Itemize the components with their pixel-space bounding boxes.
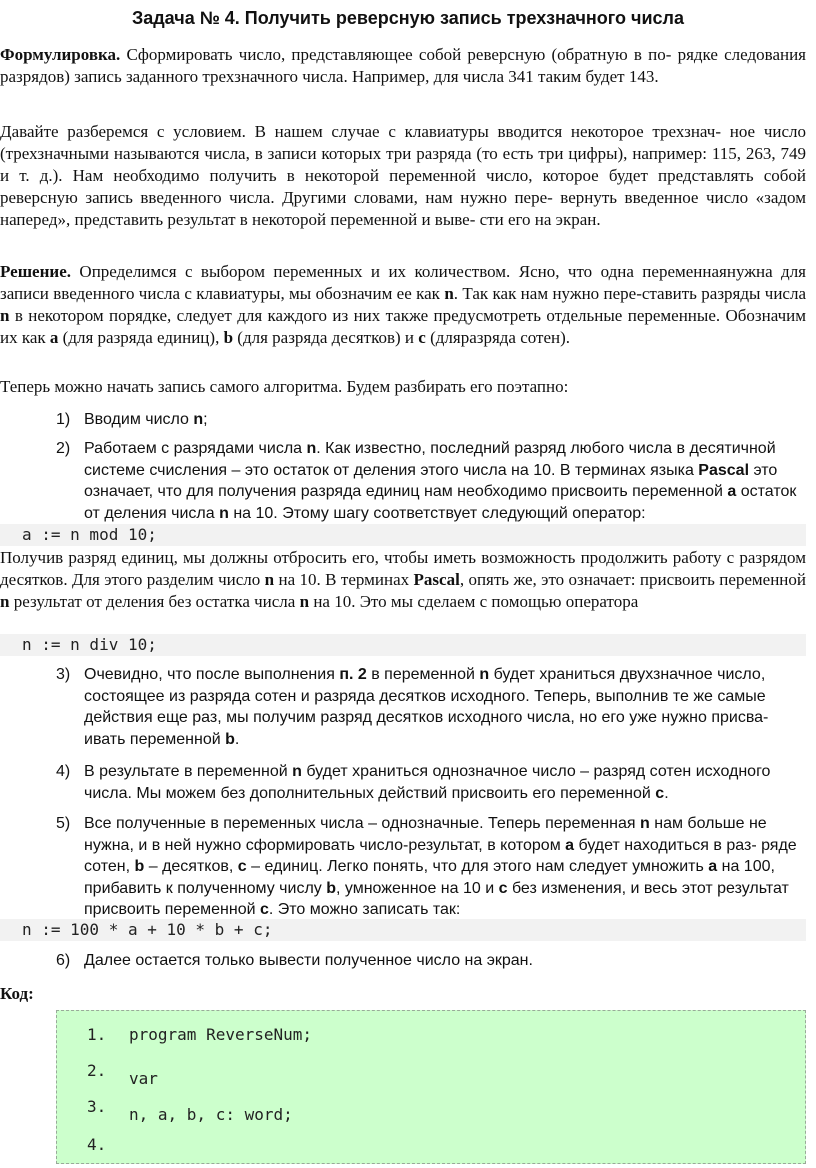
code-line: var <box>129 1069 158 1088</box>
code-line-result: n := 100 * a + 10 * b + c; <box>0 919 806 941</box>
code-line-div: n := n div 10; <box>0 634 806 656</box>
solution-label: Решение. <box>0 262 71 281</box>
step-1: 1) Вводим число n; <box>56 411 208 428</box>
steps-intro: Теперь можно начать запись самого алгоритма. Будем разбирать его поэтапно: <box>0 377 569 396</box>
code-label: Код: <box>0 984 34 1003</box>
step-4: 4) В результате в переменной n будет храниться однозначное число – разряд сотен исходного числа. Мы можем без дополнительных действий присвоить его переменной c. <box>56 763 771 802</box>
formulation-paragraph <box>0 44 806 88</box>
line-number: 4. <box>87 1135 107 1154</box>
formulation-label: Формулировка. <box>0 45 121 64</box>
code-line: program ReverseNum; <box>129 1025 313 1044</box>
intro-paragraph: Давайте разберемся с условием. В нашем случае с клавиатуры вводится некоторое трехзнач- ное число (трехзначными называются числа, в записи которых три разряда (то есть три цифры), например: 115, 263, 749 и т. д.). Нам необходимо получить в некоторой переменной число, которое будет представлять собой реверсную запись введенного числа. Другими словами, нам нужно пере- вернуть введенное число «задом наперед», представить результат в некоторой переменной и выве- сти его на экран. <box>0 122 806 229</box>
line-number: 1. <box>87 1025 107 1044</box>
code-line-mod: a := n mod 10; <box>0 524 806 546</box>
after-mod-paragraph: Получив разряд единиц, мы должны отбросить его, чтобы иметь возможность продолжить работу с разрядом десятков. Для этого разделим число n на 10. В терминах Pascal, опять же, это означает: присвоить переменной n результат от деления без остатка числа n на 10. Это мы сделаем с помощью оператора <box>0 548 807 611</box>
step-5: 5) Все полученные в переменных числа – однозначные. Теперь переменная n нам больше не нужна, и в ней нужно сформировать число-результат, в котором a будет находиться в раз- ряде сотен, b – десятков, c – единиц. Легко понять, что для этого нам следует умножить a на 100, прибавить к полученному числу b, умноженное на 10 и c без изменения, и весь этот результат присвоить переменной c. Это можно записать так: <box>56 815 797 918</box>
solution-paragraph: Решение. Определимся с выбором переменных и их количеством. Ясно, что одна переменнаянужна для записи введенного числа с клавиатуры, мы обозначим ее как n. Так как нам нужно пере-ставить разряды числа n в некотором порядке, следует для каждого из них также предусмотреть отдельные переменные. Обозначим их как a (для разряда единиц), b (для разряда десятков) и c (дляразряда сотен). <box>0 262 807 347</box>
code-listing <box>56 1010 806 1164</box>
step-3: 3) Очевидно, что после выполнения п. 2 в переменной n будет храниться двухзначное число, состоящее из разряда сотен и разряда десятков исходного. Теперь, выполнив те же самые действия еще раз, мы получим разряд десятков исходного числа, но его уже нужно присва- ивать переменной b. <box>56 666 769 748</box>
page-title: Задача № 4. Получить реверсную запись трехзначного числа <box>131 8 685 28</box>
code-line: n, a, b, c: word; <box>129 1105 293 1124</box>
formulation-text: Сформировать число, представляющее собой реверсную (обратную в по- рядке следования разрядов) запись заданного трехзначного числа. Например, для числа 341 таким будет 143. <box>0 45 806 86</box>
step-6: 6) Далее остается только вывести полученное число на экран. <box>56 952 533 969</box>
step-2: 2) Работаем с разрядами числа n. Как известно, последний разряд любого числа в десятичной системе счисления – это остаток от деления этого числа на 10. В терминах языка Pascal это означает, что для получения разряда единиц нам необходимо присвоить переменной a остаток от деления числа n на 10. Этому шагу соответствует следующий оператор: <box>56 440 797 522</box>
line-number: 2. <box>87 1061 107 1080</box>
line-number: 3. <box>87 1097 107 1116</box>
